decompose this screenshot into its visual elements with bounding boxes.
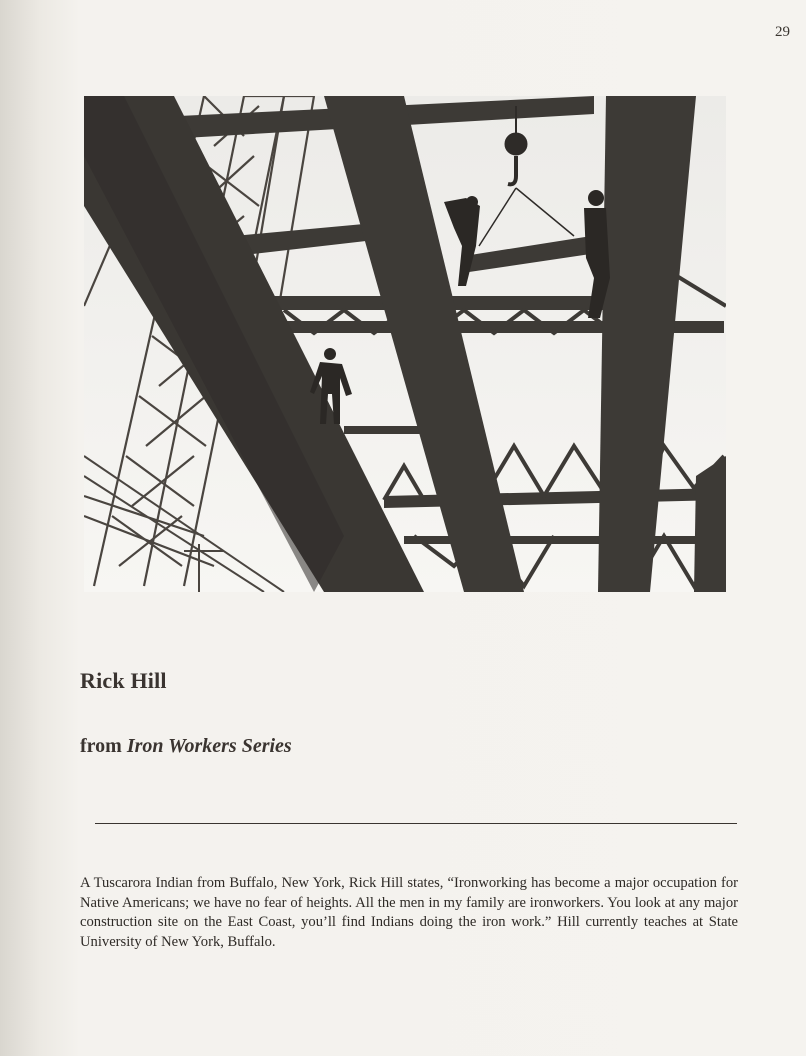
artist-description: A Tuscarora Indian from Buffalo, New York, Rick Hill states, “Ironworking has become a major occupation for Native Americans; we have no fear of heights. All the men in my family are ironworkers. You look at any major construction site on the East Coast, you’ll find Indians doing the iron work.” Hill currently teaches at State University of New York, Buffalo. [80,875,738,950]
page-number: 29 [775,24,790,40]
work-title [80,735,292,758]
from-label: from [80,735,122,757]
artist-name: Rick Hill [80,668,167,693]
ironworkers-photograph [84,96,726,592]
horizontal-rule [95,823,737,824]
series-title: Iron Workers Series [126,735,292,757]
